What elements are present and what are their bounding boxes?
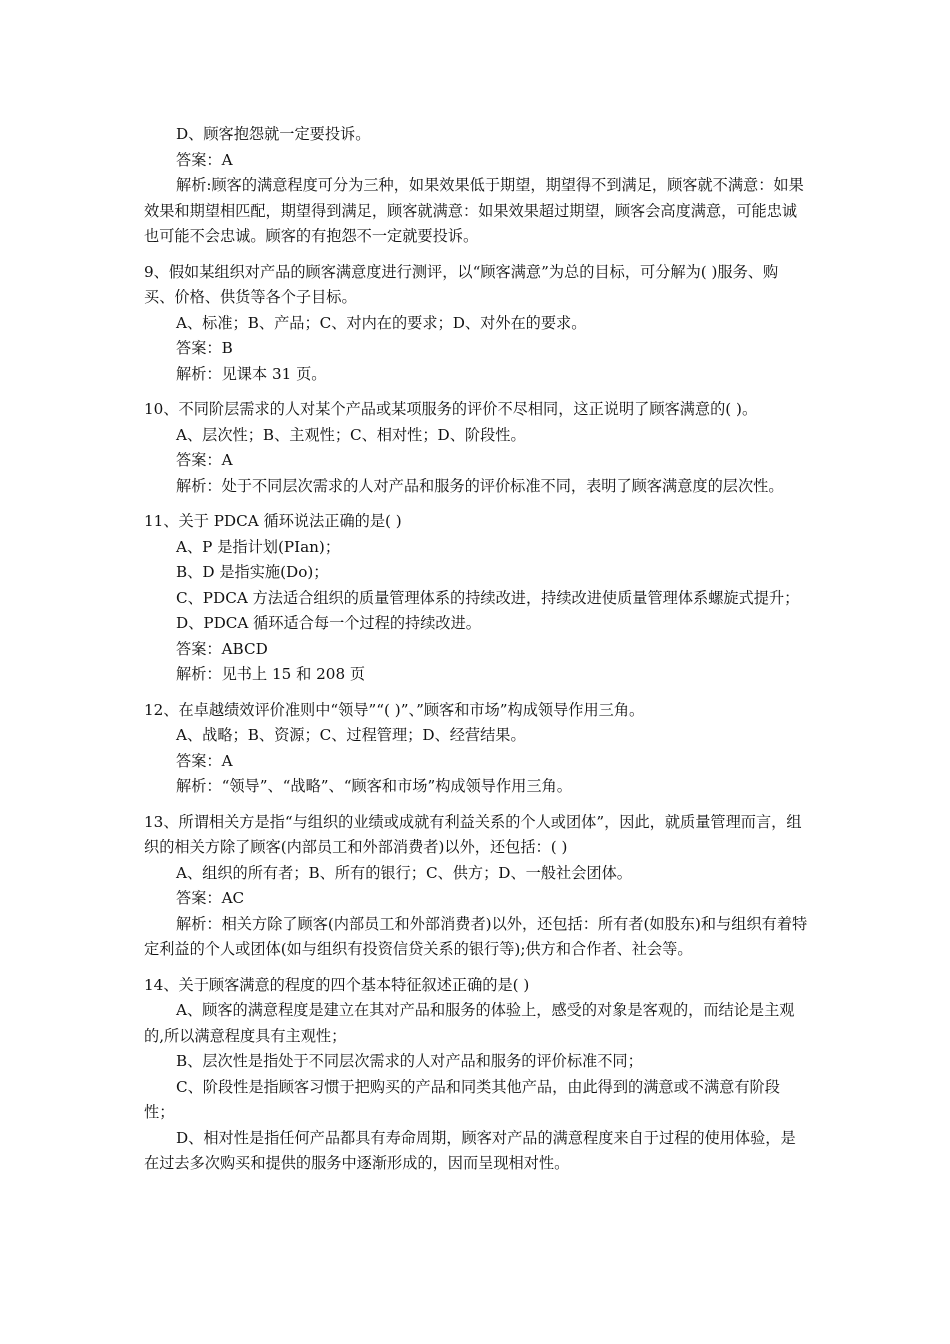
paragraph-line: 答案：B — [176, 339, 233, 357]
question-stem: 13、所谓相关方是指“与组织的业绩或成就有利益关系的个人或团体”，因此，就质量管理而言，组织的相关方除了顾客(内部员工和外部消费者)以外，还包括：( ) — [144, 812, 802, 856]
paragraph-line: 解析:顾客的满意程度可分为三种，如果效果低于期望，期望得不到满足，顾客就不满意：如果效果和期望相匹配，期望得到满足，顾客就满意：如果效果超过期望，顾客会高度满意，可能忠诚也可能不会忠诚。顾客的有抱怨不一定就要投诉。 — [144, 176, 804, 245]
paragraph-line: 答案：AC — [176, 889, 245, 907]
question-block — [144, 509, 808, 688]
document-body — [144, 122, 808, 1177]
paragraph-line: 答案：ABCD — [176, 639, 268, 658]
paragraph-line: 解析：处于不同层次需求的人对产品和服务的评价标准不同，表明了顾客满意度的层次性。 — [176, 476, 784, 495]
paragraph-line: D、顾客抱怨就一定要投诉。 — [176, 125, 371, 143]
question-block — [144, 810, 808, 963]
question-block — [144, 122, 808, 250]
paragraph-line: A、P 是指计划(PIan)； — [176, 537, 341, 556]
question-stem: 14、关于顾客满意的程度的四个基本特征叙述正确的是( ) — [144, 975, 530, 994]
paragraph-line: B、层次性是指处于不同层次需求的人对产品和服务的评价标准不同； — [176, 1052, 643, 1070]
paragraph-line: 解析：见课本 31 页。 — [176, 364, 327, 383]
question-block — [144, 260, 808, 388]
paragraph-line: 解析：“领导”、“战略”、“顾客和市场”构成领导作用三角。 — [176, 777, 572, 795]
paragraph-line: B、D 是指实施(Do)； — [176, 563, 329, 581]
paragraph-line: D、相对性是指任何产品都具有寿命周期，顾客对产品的满意程度来自于过程的使用体验，是在过去多次购买和提供的服务中逐渐形成的，因而呈现相对性。 — [144, 1128, 796, 1172]
paragraph-line: A、顾客的满意程度是建立在其对产品和服务的体验上，感受的对象是客观的，而结论是主观的,所以满意程度具有主观性； — [144, 1001, 795, 1045]
question-stem: 10、不同阶层需求的人对某个产品或某项服务的评价不尽相同，这正说明了顾客满意的( )。 — [144, 400, 758, 418]
paragraph-line: 答案：A — [176, 150, 233, 169]
question-block — [144, 397, 808, 499]
paragraph-line: C、阶段性是指顾客习惯于把购买的产品和同类其他产品，由此得到的满意或不满意有阶段性； — [144, 1077, 780, 1121]
paragraph-line: 答案：A — [176, 751, 233, 770]
paragraph-line: A、组织的所有者；B、所有的银行；C、供方；D、一般社会团体。 — [176, 863, 632, 882]
paragraph-line: D、PDCA 循环适合每一个过程的持续改进。 — [176, 614, 481, 632]
paragraph-line: 解析：相关方除了顾客(内部员工和外部消费者)以外，还包括：所有者(如股东)和与组织有着特定利益的个人或团体(如与组织有投资信贷关系的银行等);供方和合作者、社会等。 — [144, 914, 808, 958]
question-stem: 9、假如某组织对产品的顾客满意度进行测评，以“顾客满意”为总的目标，可分解为( )服务、购买、价格、供货等各个子目标。 — [144, 262, 779, 306]
paragraph-line: 解析：见书上 15 和 208 页 — [176, 665, 366, 683]
question-block — [144, 698, 808, 800]
question-stem: 11、关于 PDCA 循环说法正确的是( ) — [144, 512, 402, 530]
paragraph-line: A、层次性；B、主观性；C、相对性；D、阶段性。 — [176, 425, 526, 444]
paragraph-line: A、标准；B、产品；C、对内在的要求；D、对外在的要求。 — [176, 313, 587, 332]
paragraph-line: A、战略；B、资源；C、过程管理；D、经营结果。 — [176, 726, 526, 744]
question-stem: 12、在卓越绩效评价准则中“领导”“( )”、”顾客和市场”构成领导作用三角。 — [144, 700, 645, 719]
paragraph-line: C、PDCA 方法适合组织的质量管理体系的持续改进，持续改进使质量管理体系螺旋式提升； — [176, 588, 800, 607]
question-block — [144, 973, 808, 1177]
paragraph-line: 答案：A — [176, 451, 233, 469]
